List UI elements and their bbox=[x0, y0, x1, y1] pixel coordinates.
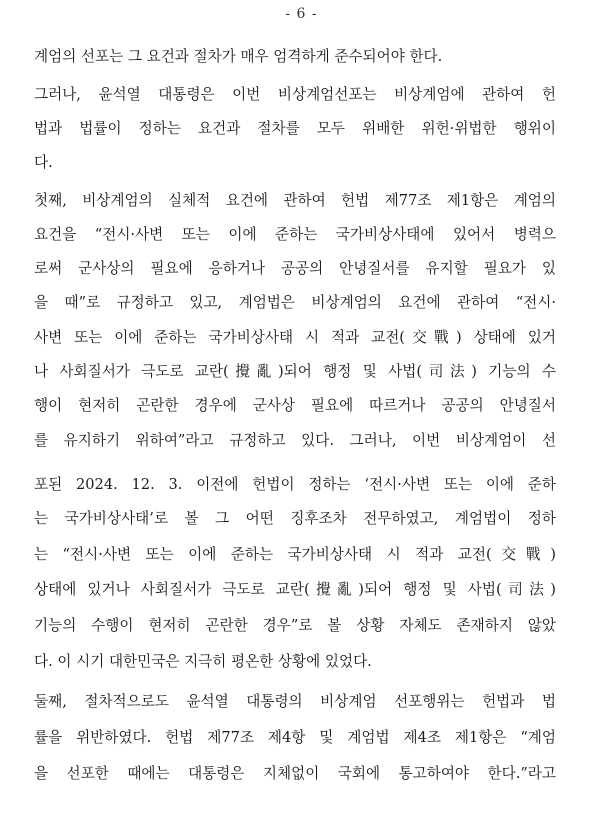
text-line: 로써 군사상의 필요에 응하거나 공공의 안녕질서를 유지할 필요가 있 bbox=[34, 260, 556, 277]
text-line: 계엄의 선포는 그 요건과 절차가 매우 엄격하게 준수되어야 한다. bbox=[34, 48, 443, 65]
text-line: 을 선포한 때에는 대통령은 지체없이 국회에 통고하여야 한다.”라고 bbox=[34, 765, 556, 782]
text-line: 그러나, 윤석열 대통령은 이번 비상계엄선포는 비상계엄에 관하여 헌 bbox=[34, 86, 556, 103]
text-line: 기능의 수행이 현저히 곤란한 경우”로 볼 상황 자체도 존재하지 않았 bbox=[34, 617, 556, 634]
text-line: 요건을 “전시·사변 또는 이에 준하는 국가비상사태에 있어서 병력으 bbox=[34, 226, 556, 243]
text-line: 는 국가비상사태’로 볼 그 어떤 징후조차 전무하였고, 계엄법이 정하 bbox=[34, 510, 556, 527]
text-line: 법과 법률이 정하는 요건과 절차를 모두 위배한 위헌·위법한 행위이 bbox=[34, 120, 556, 137]
text-line: 를 유지하기 위하여”라고 규정하고 있다. 그러나, 이번 비상계엄이 선 bbox=[34, 432, 556, 449]
text-line: 상태에 있거나 사회질서가 극도로 교란(攪亂)되어 행정 및 사법(司法) bbox=[34, 581, 556, 598]
text-line: 는 “전시·사변 또는 이에 준하는 국가비상사태 시 적과 교전(交戰) bbox=[34, 546, 556, 563]
text-line: 첫째, 비상계엄의 실체적 요건에 관하여 헌법 제77조 제1항은 계엄의 bbox=[34, 192, 556, 209]
text-line: 다. 이 시기 대한민국은 지극히 평온한 상황에 있었다. bbox=[34, 653, 372, 670]
text-line: 행이 현저히 곤란한 경우에 군사상 필요에 따르거나 공공의 안녕질서 bbox=[34, 397, 556, 414]
page-number: - 6 - bbox=[285, 6, 318, 22]
text-line: 다. bbox=[34, 154, 53, 171]
text-line: 률을 위반하였다. 헌법 제77조 제4항 및 계엄법 제4조 제1항은 “계엄 bbox=[34, 729, 556, 746]
text-line: 나 사회질서가 극도로 교란(攪亂)되어 행정 및 사법(司法) 기능의 수 bbox=[34, 363, 556, 380]
text-line: 포된 2024. 12. 3. 이전에 헌법이 정하는 ‘전시·사변 또는 이에 준하 bbox=[34, 476, 556, 493]
text-line: 둘째, 절차적으로도 윤석열 대통령의 비상계엄 선포행위는 헌법과 법 bbox=[34, 693, 556, 710]
text-line: 사변 또는 이에 준하는 국가비상사태 시 적과 교전(交戰) 상태에 있거 bbox=[34, 329, 556, 346]
text-line: 을 때”로 규정하고 있고, 계엄법은 비상계엄의 요건에 관하여 “전시· bbox=[34, 294, 556, 311]
